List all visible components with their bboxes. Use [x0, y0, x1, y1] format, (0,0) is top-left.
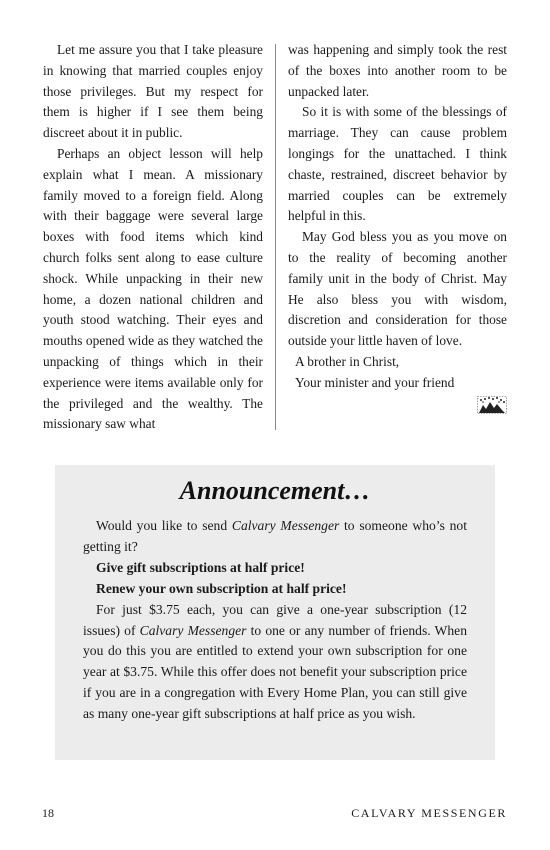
article-paragraph: Perhaps an object lesson will help explain what I mean. A missionary family moved to a foreign field. Along with their baggage were several large boxes with food items which kind church folks sent along to ease culture shock. While unpacking in their new home, a dozen national children and youth stood watching. Their eyes and mouths opened wide as they watched the unpacking of things which in their experience were items available only for the privileged and the wealthy. The missionary saw what	[43, 145, 263, 432]
article-paragraph: So it is with some of the blessings of marriage. They can cause problem longings for the unattached. I think chaste, restrained, discreet behavior by married couples can be extremely helpful in this.	[288, 104, 507, 224]
announcement-title: Announcement…	[179, 476, 371, 505]
article-left-column	[43, 40, 263, 435]
column-divider	[275, 44, 276, 430]
publication-name: Calvary Messenger	[231, 518, 340, 533]
article-paragraph: Let me assure you that I take pleasure in knowing that married couples enjoy those privileges. But my respect for them is higher if I see them being discreet about it in public.	[43, 42, 263, 141]
article-paragraph-continued: was happening and simply took the rest of the boxes into another room to be unpacked later.	[288, 42, 507, 99]
end-of-article-ornament-icon	[477, 396, 507, 414]
offer-headline-renew: Renew your own subscription at half price!	[96, 580, 347, 596]
page-number: 18	[42, 806, 54, 820]
announcement-intro: Would you like to send Calvary Messenger to someone who’s not getting it?	[83, 518, 467, 554]
article-paragraph: May God bless you as you move on to the reality of becoming another family unit in the body of Christ. May He also bless you with wisdom, discretion and consideration for those outside your little haven of love.	[288, 229, 507, 349]
offer-details: For just $3.75 each, you can give a one-year subscription (12 issues) of Calvary Messenger to one or any number of friends. When you do this you are entitled to extend your own subscription for one year at $3.75. While this offer does not benefit your subscription price if you are in a congregation with Every Home Plan, you can still give as many one-year gift subscriptions at half price as you wish.	[83, 601, 467, 722]
publication-name: Calvary Messenger	[139, 622, 247, 638]
offer-headline-gift: Give gift subscriptions at half price!	[96, 559, 305, 575]
signature-line: Your minister and your friend	[295, 374, 455, 390]
closing-line: A brother in Christ,	[295, 353, 400, 369]
announcement-body	[83, 516, 467, 725]
article-right-column	[288, 40, 507, 394]
running-footer-title: CALVARY MESSENGER	[351, 806, 507, 820]
